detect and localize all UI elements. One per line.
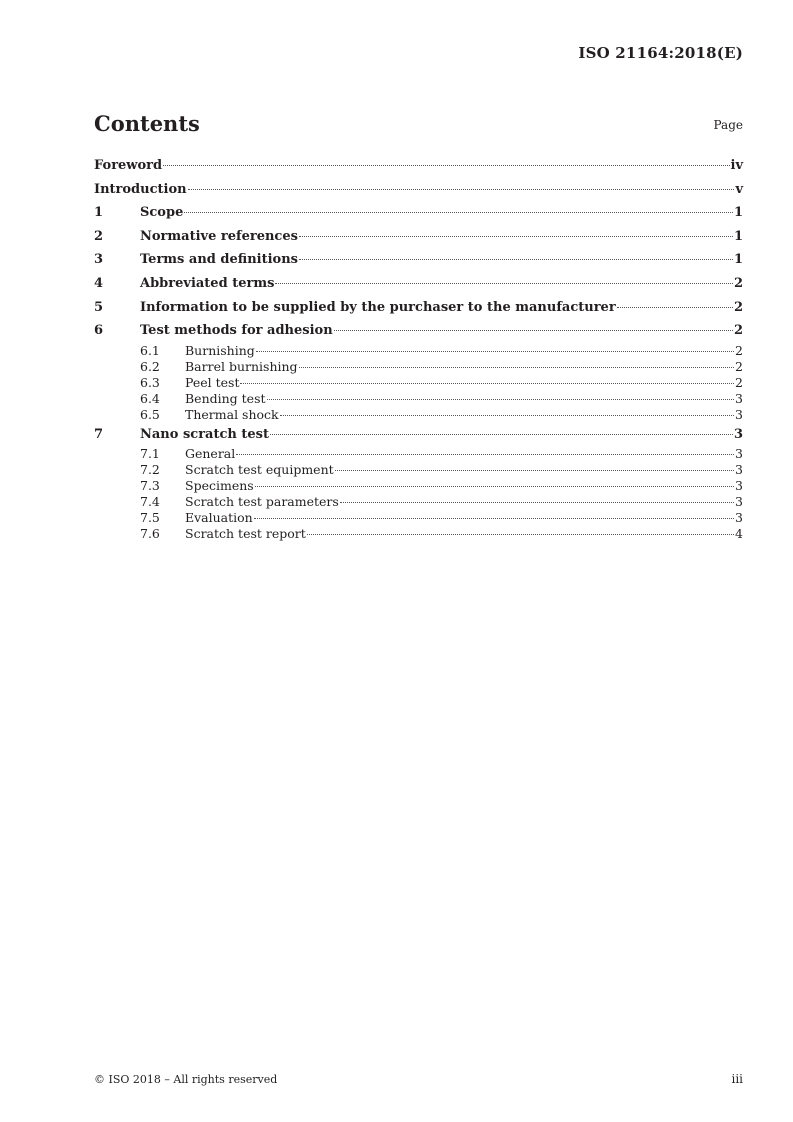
toc-entry-number: 7 <box>94 426 104 442</box>
toc-dot-leader <box>240 383 734 384</box>
toc-subentry[interactable] <box>94 510 743 526</box>
toc-entry-title: General <box>185 446 236 462</box>
toc-dot-leader <box>236 454 734 455</box>
toc-dot-leader <box>340 502 734 503</box>
toc-dot-leader <box>280 415 734 416</box>
toc-entry-number: 7.3 <box>140 478 160 494</box>
toc-entry-page: 1 <box>733 228 743 244</box>
toc-entry-page: 3 <box>735 406 743 422</box>
toc-entry-page: 3 <box>735 446 743 462</box>
toc-entry-title: Bending test <box>185 390 266 406</box>
toc-entry-number: 5 <box>94 299 104 315</box>
toc-entry-number: 1 <box>94 205 104 221</box>
toc-entry-page: 2 <box>735 358 743 374</box>
toc-entry-title: Nano scratch test <box>140 426 269 442</box>
toc-entry-page: 1 <box>733 205 743 221</box>
toc-entry-title: Evaluation <box>185 510 253 526</box>
toc-entry-number: 6.4 <box>140 390 160 406</box>
toc-entry[interactable] <box>94 225 743 249</box>
toc-entry-number: 7.2 <box>140 462 160 478</box>
toc-entry-page: 3 <box>735 462 743 478</box>
toc-entry-number: 7.6 <box>140 526 160 542</box>
toc-entry-page: 1 <box>733 252 743 268</box>
toc-entry-title: Specimens <box>185 478 254 494</box>
toc-dot-leader <box>255 486 734 487</box>
toc-entry-number: 6.5 <box>140 406 160 422</box>
toc-entry-title: Peel test <box>185 374 240 390</box>
toc-entry-number: 7.4 <box>140 494 160 510</box>
toc-entry-title: Thermal shock <box>185 406 279 422</box>
toc-entry-number: 6 <box>94 323 104 339</box>
toc-entry[interactable] <box>94 248 743 272</box>
footer-copyright: © ISO 2018 – All rights reserved <box>94 1073 278 1086</box>
toc-entry-page: iv <box>730 158 743 173</box>
toc-subentry[interactable] <box>94 494 743 510</box>
toc-subentry[interactable] <box>94 407 743 423</box>
toc-dot-leader <box>299 259 733 260</box>
toc-entry[interactable] <box>94 154 743 178</box>
toc-entry-page: 3 <box>735 390 743 406</box>
toc-entry-title: Abbreviated terms <box>140 275 275 291</box>
toc-entry-title: Scratch test equipment <box>185 462 334 478</box>
toc-entry-title: Information to be supplied by the purchaser to the manufacturer <box>140 299 616 315</box>
toc-dot-leader <box>299 236 733 237</box>
toc-subentry[interactable] <box>94 343 743 359</box>
toc-dot-leader <box>299 367 734 368</box>
toc-subentry[interactable] <box>94 462 743 478</box>
toc-entry[interactable] <box>94 319 743 343</box>
toc-dot-leader <box>307 534 734 535</box>
toc-entry-title: Scope <box>140 205 184 221</box>
toc-entry-page: 4 <box>735 526 743 542</box>
toc-entry[interactable] <box>94 272 743 296</box>
toc-dot-leader <box>163 165 729 166</box>
page-column-label: Page <box>713 118 743 132</box>
toc-entry-number: 6.2 <box>140 358 160 374</box>
toc-dot-leader <box>184 212 733 213</box>
toc-dot-leader <box>275 283 733 284</box>
toc-subentry[interactable] <box>94 446 743 462</box>
toc-entry-page: 2 <box>735 342 743 358</box>
toc-entry-page: v <box>735 181 743 197</box>
toc-entry-page: 2 <box>733 275 743 291</box>
toc-entry-page: 2 <box>733 299 743 315</box>
toc-entry-page: 3 <box>735 478 743 494</box>
contents-title: Contents <box>94 111 200 136</box>
footer-page-number: iii <box>731 1072 743 1086</box>
toc-subentry[interactable] <box>94 526 743 542</box>
toc-dot-leader <box>256 351 734 352</box>
toc-entry-title: Introduction <box>94 181 187 197</box>
toc-entry-number: 7.5 <box>140 510 160 526</box>
toc-dot-leader <box>254 518 734 519</box>
toc-dot-leader <box>188 189 735 190</box>
toc-entry-title: Test methods for adhesion <box>140 323 333 339</box>
toc-entry[interactable] <box>94 178 743 202</box>
table-of-contents <box>94 154 743 542</box>
toc-subentry[interactable] <box>94 375 743 391</box>
toc-entry-number: 7.1 <box>140 446 160 462</box>
toc-entry-page: 3 <box>735 494 743 510</box>
toc-entry-title: Barrel burnishing <box>185 358 298 374</box>
toc-entry-number: 6.1 <box>140 342 160 358</box>
toc-entry-page: 3 <box>733 426 743 442</box>
toc-entry-page: 2 <box>735 374 743 390</box>
toc-entry-page: 3 <box>735 510 743 526</box>
toc-entry-title: Foreword <box>94 158 163 173</box>
toc-entry-title: Scratch test parameters <box>185 494 339 510</box>
toc-dot-leader <box>335 470 734 471</box>
toc-dot-leader <box>617 307 733 308</box>
toc-entry-number: 3 <box>94 252 104 268</box>
toc-entry[interactable] <box>94 201 743 225</box>
toc-entry-page: 2 <box>733 323 743 339</box>
toc-entry-title: Terms and definitions <box>140 252 298 268</box>
toc-entry[interactable] <box>94 423 743 447</box>
toc-entry[interactable] <box>94 296 743 320</box>
toc-dot-leader <box>267 399 735 400</box>
toc-subentry[interactable] <box>94 391 743 407</box>
toc-entry-number: 6.3 <box>140 374 160 390</box>
toc-dot-leader <box>334 330 733 331</box>
toc-dot-leader <box>270 434 733 435</box>
toc-entry-number: 2 <box>94 228 104 244</box>
toc-entry-title: Normative references <box>140 228 298 244</box>
document-header: ISO 21164:2018(E) <box>578 44 743 62</box>
toc-subentry[interactable] <box>94 478 743 494</box>
toc-entry-number: 4 <box>94 275 104 291</box>
toc-subentry[interactable] <box>94 359 743 375</box>
toc-entry-title: Burnishing <box>185 342 255 358</box>
toc-entry-title: Scratch test report <box>185 526 306 542</box>
